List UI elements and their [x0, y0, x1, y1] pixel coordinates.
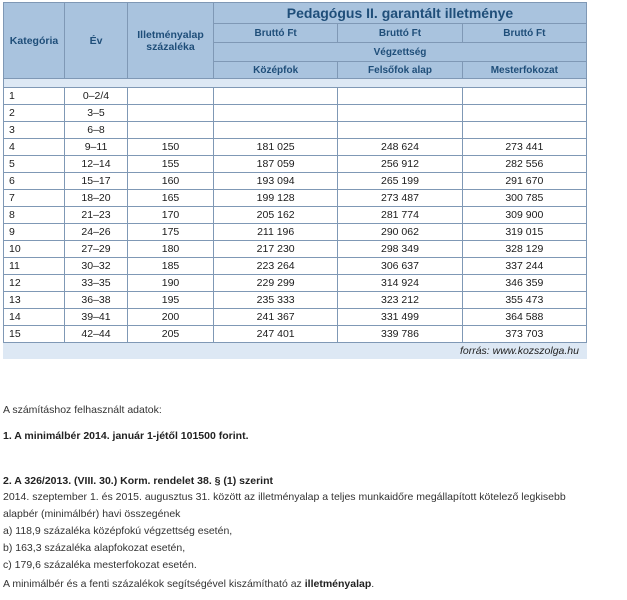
cell-kozepfok: 223 264 — [214, 258, 338, 275]
cell-ev: 15–17 — [65, 173, 128, 190]
item-1: 1. A minimálbér 2014. január 1-jétől 101500 forint. — [3, 430, 249, 442]
cell-kategoria: 13 — [4, 292, 65, 309]
cell-felsofok — [338, 88, 462, 105]
cell-szazalek: 185 — [128, 258, 214, 275]
table-title: Pedagógus II. garantált illetménye — [214, 3, 587, 24]
cell-mester: 282 556 — [462, 156, 586, 173]
cell-kategoria: 2 — [4, 105, 65, 122]
salary-table-panel — [3, 2, 587, 359]
cell-szazalek — [128, 88, 214, 105]
table-row — [4, 241, 587, 258]
cell-felsofok: 306 637 — [338, 258, 462, 275]
cell-szazalek: 175 — [128, 224, 214, 241]
cell-kategoria: 8 — [4, 207, 65, 224]
cell-mester: 328 129 — [462, 241, 586, 258]
cell-ev: 6–8 — [65, 122, 128, 139]
cell-ev: 33–35 — [65, 275, 128, 292]
col-header-mester: Mesterfokozat — [462, 62, 586, 79]
cell-ev: 24–26 — [65, 224, 128, 241]
cell-mester: 291 670 — [462, 173, 586, 190]
cell-ev: 21–23 — [65, 207, 128, 224]
cell-szazalek: 160 — [128, 173, 214, 190]
cell-szazalek: 205 — [128, 326, 214, 343]
cell-mester — [462, 88, 586, 105]
cell-mester: 337 244 — [462, 258, 586, 275]
cell-kategoria: 14 — [4, 309, 65, 326]
cell-ev: 42–44 — [65, 326, 128, 343]
conclusion-bold: illetményalap — [304, 578, 372, 590]
cell-ev: 39–41 — [65, 309, 128, 326]
col-header-brutto-2: Bruttó Ft — [338, 24, 462, 43]
cell-mester: 346 359 — [462, 275, 586, 292]
cell-felsofok: 273 487 — [338, 190, 462, 207]
item-2-title: 2. A 326/2013. (VIII. 30.) Korm. rendelet 38. § (1) szerint — [3, 475, 274, 487]
item-2-c: c) 179,6 százaléka mesterfokozat esetén. — [3, 559, 197, 571]
cell-szazalek: 165 — [128, 190, 214, 207]
cell-mester: 319 015 — [462, 224, 586, 241]
cell-kategoria: 7 — [4, 190, 65, 207]
conclusion-post: . — [371, 578, 375, 590]
cell-ev: 36–38 — [65, 292, 128, 309]
cell-szazalek: 150 — [128, 139, 214, 156]
table-row — [4, 122, 587, 139]
cell-mester: 300 785 — [462, 190, 586, 207]
cell-kozepfok: 199 128 — [214, 190, 338, 207]
cell-ev: 18–20 — [65, 190, 128, 207]
conclusion-pre: A minimálbér és a fenti százalékok segítségével kiszámítható az — [3, 578, 305, 590]
cell-kozepfok: 181 025 — [214, 139, 338, 156]
table-row — [4, 105, 587, 122]
item-2-a: a) 118,9 százaléka középfokú végzettség esetén, — [3, 525, 233, 537]
table-row — [4, 275, 587, 292]
cell-felsofok — [338, 105, 462, 122]
cell-mester: 309 900 — [462, 207, 586, 224]
cell-szazalek: 180 — [128, 241, 214, 258]
cell-szazalek: 195 — [128, 292, 214, 309]
col-header-brutto-1: Bruttó Ft — [214, 24, 338, 43]
cell-mester: 273 441 — [462, 139, 586, 156]
cell-kozepfok: 247 401 — [214, 326, 338, 343]
cell-mester: 355 473 — [462, 292, 586, 309]
cell-kategoria: 6 — [4, 173, 65, 190]
col-header-ev: Év — [65, 3, 128, 79]
cell-felsofok: 290 062 — [338, 224, 462, 241]
table-row — [4, 309, 587, 326]
cell-mester: 373 703 — [462, 326, 586, 343]
cell-kozepfok: 187 059 — [214, 156, 338, 173]
cell-felsofok: 314 924 — [338, 275, 462, 292]
cell-kozepfok: 235 333 — [214, 292, 338, 309]
intro-text: A számításhoz felhasznált adatok: — [3, 404, 162, 416]
cell-felsofok: 256 912 — [338, 156, 462, 173]
cell-ev: 27–29 — [65, 241, 128, 258]
item-2-line-2: alapbér (minimálbér) havi összegének — [3, 508, 181, 520]
cell-mester — [462, 105, 586, 122]
cell-felsofok: 265 199 — [338, 173, 462, 190]
table-row — [4, 190, 587, 207]
col-header-felsofok: Felsőfok alap — [338, 62, 462, 79]
col-header-vegzettseg: Végzettség — [214, 43, 587, 62]
cell-kategoria: 15 — [4, 326, 65, 343]
cell-kozepfok: 241 367 — [214, 309, 338, 326]
table-row — [4, 258, 587, 275]
cell-felsofok: 331 499 — [338, 309, 462, 326]
table-body — [4, 88, 587, 343]
cell-ev: 9–11 — [65, 139, 128, 156]
table-row — [4, 207, 587, 224]
cell-ev: 30–32 — [65, 258, 128, 275]
cell-mester — [462, 122, 586, 139]
table-row — [4, 224, 587, 241]
cell-kozepfok: 193 094 — [214, 173, 338, 190]
cell-ev: 3–5 — [65, 105, 128, 122]
col-header-kategoria: Kategória — [4, 3, 65, 79]
cell-mester: 364 588 — [462, 309, 586, 326]
cell-kozepfok: 211 196 — [214, 224, 338, 241]
cell-felsofok: 323 212 — [338, 292, 462, 309]
cell-szazalek — [128, 122, 214, 139]
cell-kozepfok: 205 162 — [214, 207, 338, 224]
cell-kozepfok — [214, 122, 338, 139]
cell-kategoria: 10 — [4, 241, 65, 258]
source-note: forrás: www.kozszolga.hu — [459, 345, 579, 357]
cell-szazalek — [128, 105, 214, 122]
cell-felsofok: 248 624 — [338, 139, 462, 156]
cell-kozepfok: 217 230 — [214, 241, 338, 258]
cell-kategoria: 9 — [4, 224, 65, 241]
cell-kategoria: 1 — [4, 88, 65, 105]
cell-kategoria: 12 — [4, 275, 65, 292]
cell-felsofok: 339 786 — [338, 326, 462, 343]
header-spacer — [4, 79, 587, 88]
cell-szazalek: 190 — [128, 275, 214, 292]
table-row — [4, 326, 587, 343]
item-2-line-1: 2014. szeptember 1. és 2015. augusztus 31. között az illetményalap a teljes munkaidőre megállapított kötelező legkisebb — [3, 491, 566, 503]
cell-kozepfok — [214, 88, 338, 105]
cell-kozepfok: 229 299 — [214, 275, 338, 292]
cell-szazalek: 200 — [128, 309, 214, 326]
table-row — [4, 292, 587, 309]
cell-felsofok: 281 774 — [338, 207, 462, 224]
cell-felsofok — [338, 122, 462, 139]
col-header-kozepfok: Középfok — [214, 62, 338, 79]
cell-felsofok: 298 349 — [338, 241, 462, 258]
col-header-brutto-3: Bruttó Ft — [462, 24, 586, 43]
col-header-illetmeny: Illetményalap százaléka — [128, 3, 214, 79]
cell-kategoria: 3 — [4, 122, 65, 139]
table-row — [4, 156, 587, 173]
table-row — [4, 139, 587, 156]
cell-kategoria: 5 — [4, 156, 65, 173]
table-row — [4, 88, 587, 105]
cell-ev: 0–2/4 — [65, 88, 128, 105]
conclusion — [3, 578, 374, 590]
item-2-b: b) 163,3 százaléka alapfokozat esetén, — [3, 542, 186, 554]
table-row — [4, 173, 587, 190]
cell-szazalek: 155 — [128, 156, 214, 173]
salary-table — [3, 2, 587, 343]
cell-kategoria: 11 — [4, 258, 65, 275]
cell-ev: 12–14 — [65, 156, 128, 173]
cell-szazalek: 170 — [128, 207, 214, 224]
cell-kategoria: 4 — [4, 139, 65, 156]
cell-kozepfok — [214, 105, 338, 122]
